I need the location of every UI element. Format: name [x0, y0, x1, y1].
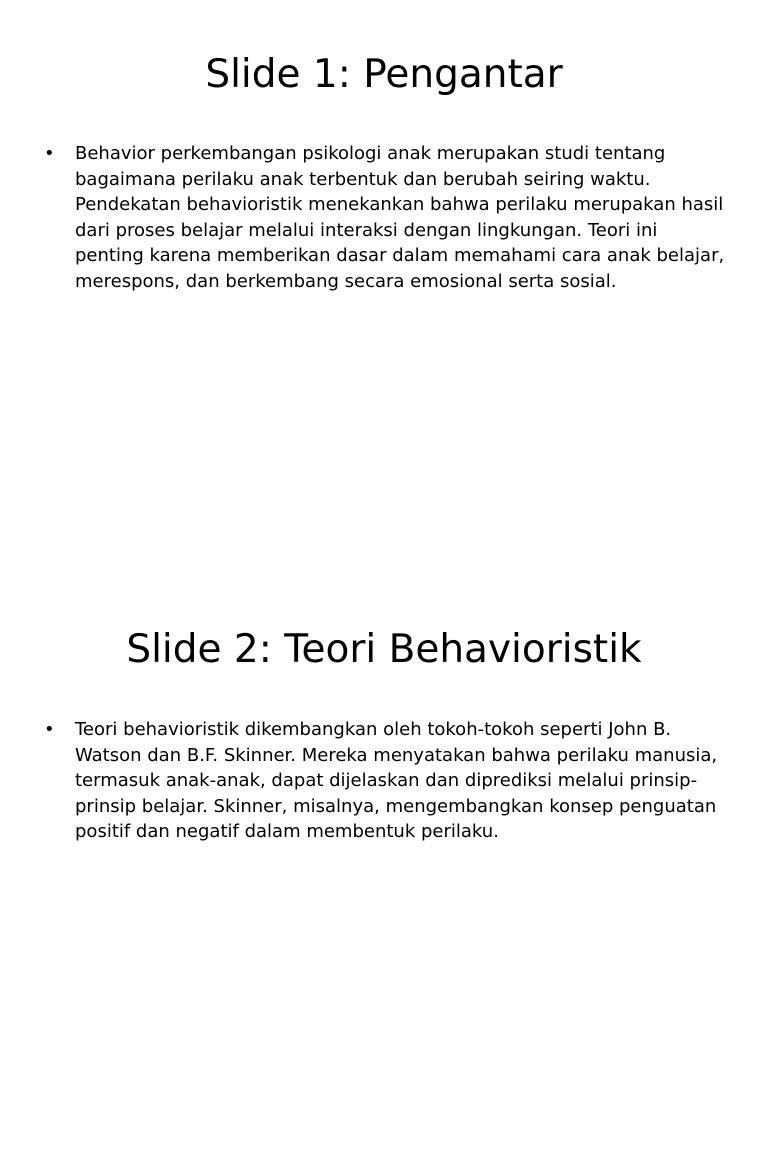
slide-title: Slide 1: Pengantar — [205, 52, 563, 97]
bullet-marker: • — [44, 719, 55, 740]
bullet-item — [0, 717, 768, 845]
slide-title: Slide 2: Teori Behavioristik — [126, 627, 642, 672]
bullet-text: Teori behavioristik dikembangkan oleh tokoh-tokoh seperti John B. Watson dan B.F. Skinner. Mereka menyatakan bahwa perilaku manusia, termasuk anak-anak, dapat dijelaskan dan diprediksi melalui prinsip-prinsip belajar. Skinner, misalnya, mengembangkan konsep penguatan positif dan negatif dalam membentuk perilaku. — [75, 719, 718, 843]
bullet-list — [0, 717, 768, 845]
bullet-item — [0, 141, 768, 295]
slide-2 — [0, 576, 768, 1152]
bullet-marker: • — [44, 143, 55, 164]
bullet-text: Behavior perkembangan psikologi anak merupakan studi tentang bagaimana perilaku anak terbentuk dan berubah seiring waktu. Pendekatan behavioristik menekankan bahwa perilaku merupakan hasil dari proses belajar melalui interaksi dengan lingkungan. Teori ini penting karena memberikan dasar dalam memahami cara anak belajar, merespons, dan berkembang secara emosional serta sosial. — [75, 143, 725, 292]
bullet-list — [0, 141, 768, 295]
